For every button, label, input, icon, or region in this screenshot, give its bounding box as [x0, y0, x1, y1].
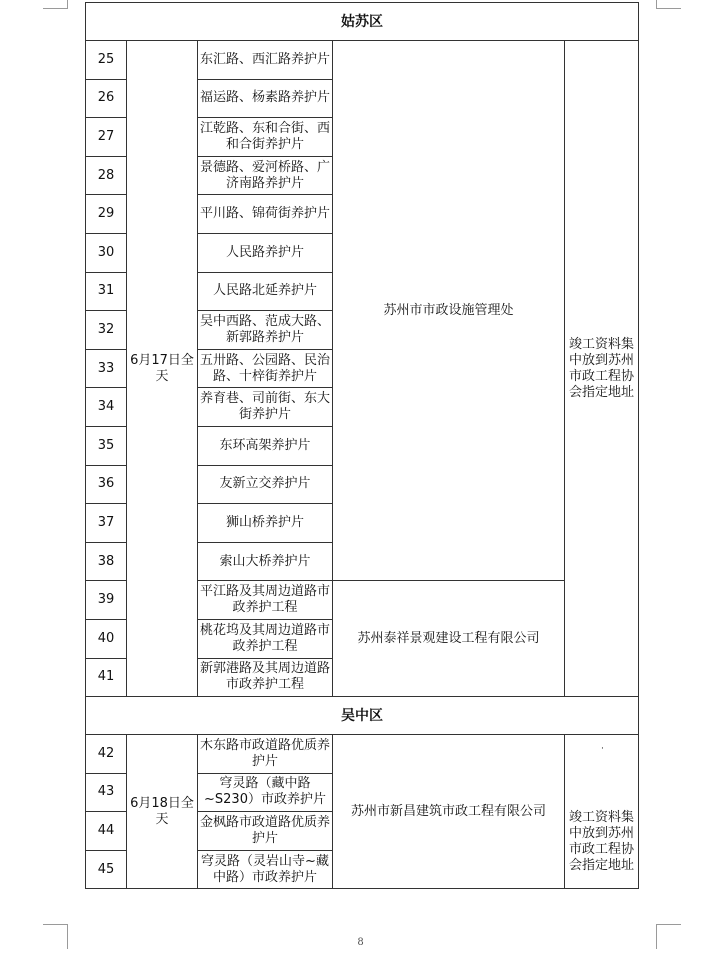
project-name: 人民路北延养护片	[198, 272, 333, 311]
organization-name: 苏州市市政设施管理处	[333, 41, 565, 581]
page-number: 8	[357, 937, 364, 948]
crop-mark-top-left-h	[43, 8, 68, 9]
project-name: 江乾路、东和合街、西和合街养护片	[198, 118, 333, 157]
project-name: 东环高架养护片	[198, 426, 333, 465]
project-name: 狮山桥养护片	[198, 504, 333, 543]
project-name: 人民路养护片	[198, 233, 333, 272]
row-number: 28	[86, 156, 127, 195]
crop-mark-top-right-v	[656, 0, 657, 8]
project-name: 福运路、杨素路养护片	[198, 79, 333, 118]
table-row	[86, 41, 639, 80]
project-name: 索山大桥养护片	[198, 542, 333, 581]
row-number: 37	[86, 504, 127, 543]
row-number: 27	[86, 118, 127, 157]
project-name: 穹灵路（灵岩山寺~藏中路）市政养护片	[198, 850, 333, 889]
crop-mark-top-right-h	[656, 8, 681, 9]
project-name: 友新立交养护片	[198, 465, 333, 504]
organization-name: 苏州市新昌建筑市政工程有限公司	[333, 735, 565, 889]
project-name: 东汇路、西汇路养护片	[198, 41, 333, 80]
submission-note-text: 竣工资料集中放到苏州市政工程协会指定地址	[569, 809, 635, 873]
row-number: 38	[86, 542, 127, 581]
project-name: 景德路、爱河桥路、广济南路养护片	[198, 156, 333, 195]
district-header: 姑苏区	[86, 3, 639, 41]
crop-mark-top-left-v	[67, 0, 68, 8]
row-number: 42	[86, 735, 127, 774]
project-name: 养育巷、司前街、东大街养护片	[198, 388, 333, 427]
row-number: 44	[86, 812, 127, 851]
row-number: 40	[86, 619, 127, 658]
row-number: 25	[86, 41, 127, 80]
row-number: 36	[86, 465, 127, 504]
submission-note: 竣工资料集中放到苏州市政工程协会指定地址	[565, 41, 639, 697]
crop-mark-bottom-right-h	[656, 924, 681, 925]
row-number: 33	[86, 349, 127, 388]
row-number: 45	[86, 850, 127, 889]
row-number: 34	[86, 388, 127, 427]
row-number: 39	[86, 581, 127, 620]
inspection-date: 6月18日全天	[127, 735, 198, 889]
row-number: 43	[86, 773, 127, 812]
row-number: 32	[86, 311, 127, 350]
submission-note	[565, 735, 639, 889]
project-name: 木东路市政道路优质养护片	[198, 735, 333, 774]
project-name: 五卅路、公园路、民治路、十梓街养护片	[198, 349, 333, 388]
project-name: 新郭港路及其周边道路市政养护工程	[198, 658, 333, 697]
row-number: 26	[86, 79, 127, 118]
row-number: 35	[86, 426, 127, 465]
district-header: 吴中区	[86, 697, 639, 735]
project-name: 金枫路市政道路优质养护片	[198, 812, 333, 851]
row-number: 31	[86, 272, 127, 311]
row-number: 30	[86, 233, 127, 272]
project-name: 平江路及其周边道路市政养护工程	[198, 581, 333, 620]
project-name: 桃花坞及其周边道路市政养护工程	[198, 619, 333, 658]
stray-mark: ·	[601, 744, 604, 755]
row-number: 41	[86, 658, 127, 697]
schedule-table	[85, 2, 639, 889]
project-name: 吴中西路、范成大路、新郭路养护片	[198, 311, 333, 350]
crop-mark-bottom-left-h	[43, 924, 68, 925]
row-number: 29	[86, 195, 127, 234]
organization-name: 苏州泰祥景观建设工程有限公司	[333, 581, 565, 697]
project-name: 穹灵路（藏中路~S230）市政养护片	[198, 773, 333, 812]
inspection-date: 6月17日全天	[127, 41, 198, 697]
table-row	[86, 735, 639, 774]
project-name: 平川路、锦荷街养护片	[198, 195, 333, 234]
